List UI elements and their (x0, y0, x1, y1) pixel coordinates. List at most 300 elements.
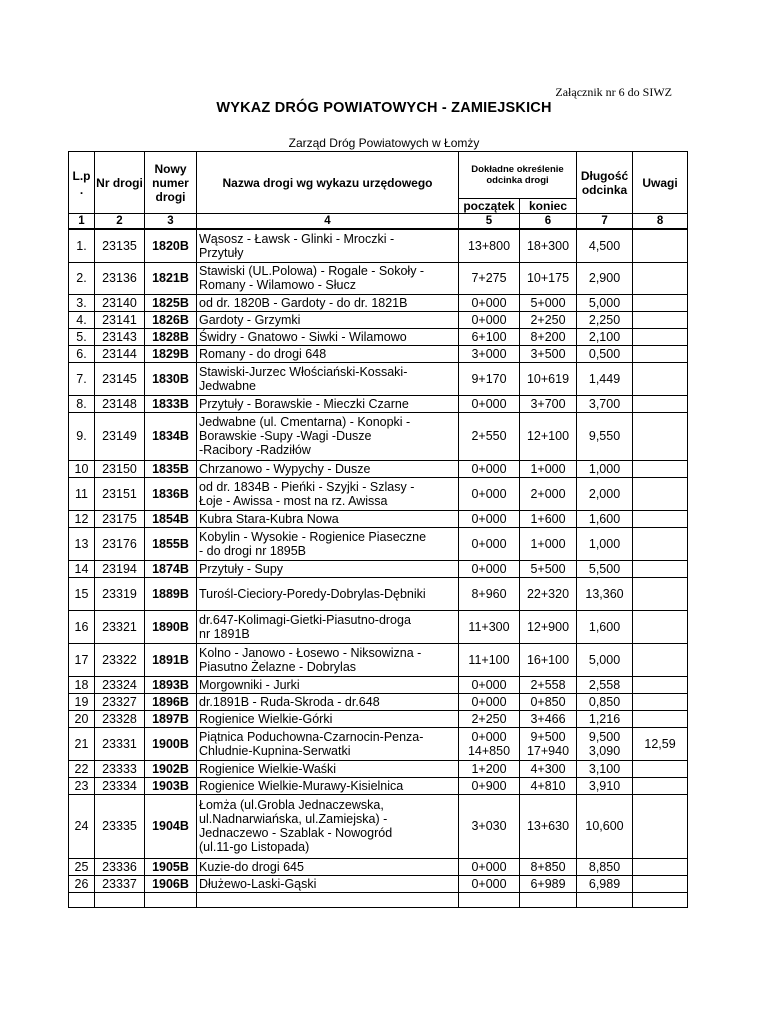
cell-lp: 26 (69, 875, 95, 892)
header-nowy-numer: Nowy numer drogi (145, 152, 197, 214)
cell-lp: 21 (69, 727, 95, 760)
cell-nowy-numer: 1833B (145, 395, 197, 412)
cell-poczatek-line: 11+100 (468, 652, 510, 667)
table-row (69, 412, 688, 460)
column-number: 7 (577, 214, 633, 230)
cell-koniec-line: 10+175 (526, 271, 570, 285)
table-row (69, 294, 688, 311)
cell-koniec (520, 460, 577, 477)
cell-dlugosc-line: 1,600 (588, 619, 621, 634)
cell-nr-drogi: 23319 (95, 577, 145, 610)
cell-dlugosc-line: 3,090 (588, 743, 621, 758)
cell-lp: 15 (69, 577, 95, 610)
cell-dlugosc (577, 477, 633, 510)
cell-uwagi: 12,59 (633, 727, 688, 760)
table-row (69, 676, 688, 693)
cell-nowy-numer: 1902B (145, 760, 197, 777)
table-row (69, 577, 688, 610)
table-row (69, 643, 688, 676)
cell-dlugosc (577, 560, 633, 577)
empty-cell (633, 892, 688, 907)
cell-nr-drogi: 23151 (95, 477, 145, 510)
cell-nazwa (197, 727, 459, 760)
cell-koniec-line: 18+300 (526, 238, 570, 253)
header-lp: L.p . (69, 152, 95, 214)
table-row (69, 311, 688, 328)
cell-dlugosc (577, 510, 633, 527)
table-row (69, 510, 688, 527)
cell-uwagi (633, 362, 688, 395)
cell-dlugosc (577, 858, 633, 875)
column-number: 4 (197, 214, 459, 230)
cell-dlugosc (577, 693, 633, 710)
cell-nr-drogi: 23337 (95, 875, 145, 892)
document-subtitle: Zarząd Dróg Powiatowych w Łomży (288, 136, 480, 150)
column-numbers-row (69, 214, 688, 230)
cell-nowy-numer: 1835B (145, 460, 197, 477)
cell-nowy-numer: 1828B (145, 328, 197, 345)
cell-lp: 4. (69, 311, 95, 328)
cell-koniec-line: 5+500 (530, 561, 566, 576)
cell-nr-drogi: 23150 (95, 460, 145, 477)
cell-nowy-numer: 1834B (145, 412, 197, 460)
cell-dlugosc (577, 395, 633, 412)
cell-poczatek-line: 0+000 (471, 295, 507, 310)
header-nr-drogi: Nr drogi (95, 152, 145, 214)
cell-nowy-numer: 1906B (145, 875, 197, 892)
cell-koniec-line: 3+466 (530, 711, 566, 726)
cell-nr-drogi: 23336 (95, 858, 145, 875)
cell-nazwa-line: Morgowniki - Jurki (199, 677, 300, 692)
cell-poczatek-line: 0+000 (471, 461, 507, 476)
cell-koniec (520, 643, 577, 676)
cell-nr-drogi: 23331 (95, 727, 145, 760)
cell-dlugosc-line: 1,449 (588, 371, 621, 386)
cell-uwagi (633, 858, 688, 875)
cell-dlugosc-line: 0,850 (588, 694, 621, 709)
cell-uwagi (633, 527, 688, 560)
cell-nazwa (197, 460, 459, 477)
table-row (69, 229, 688, 262)
cell-poczatek (459, 345, 520, 362)
cell-dlugosc (577, 345, 633, 362)
cell-nazwa-line: Przytuły (199, 245, 244, 260)
cell-nowy-numer: 1825B (145, 294, 197, 311)
cell-poczatek-line: 8+960 (471, 586, 507, 601)
cell-dlugosc (577, 229, 633, 262)
column-number: 3 (145, 214, 197, 230)
cell-dlugosc-line: 1,000 (588, 536, 621, 551)
cell-poczatek (459, 262, 520, 294)
cell-uwagi (633, 229, 688, 262)
cell-dlugosc (577, 760, 633, 777)
cell-poczatek-line: 1+200 (471, 761, 507, 776)
cell-nazwa (197, 395, 459, 412)
cell-nazwa-line: Łomża (ul.Grobla Jednaczewska, (199, 798, 384, 812)
cell-nazwa-line: Dłużewo-Laski-Gąski (199, 876, 317, 891)
cell-dlugosc (577, 412, 633, 460)
cell-dlugosc-line: 9,550 (588, 429, 621, 443)
cell-nr-drogi: 23136 (95, 262, 145, 294)
cell-uwagi (633, 262, 688, 294)
cell-nazwa-line: Turośl-Cieciory-Poredy-Dobrylas-Dębniki (199, 586, 426, 601)
cell-koniec (520, 676, 577, 693)
cell-poczatek (459, 676, 520, 693)
cell-poczatek-line: 0+000 (471, 876, 507, 891)
cell-uwagi (633, 477, 688, 510)
cell-nazwa-line: Piątnica Poduchowna-Czarnocin-Penza- (199, 729, 424, 744)
cell-nowy-numer: 1903B (145, 777, 197, 794)
cell-nowy-numer: 1889B (145, 577, 197, 610)
cell-uwagi (633, 875, 688, 892)
cell-dlugosc (577, 610, 633, 643)
cell-nazwa-line: Piasutno Żelazne - Dobrylas (199, 659, 357, 674)
cell-nazwa-line: Świdry - Gnatowo - Siwki - Wilamowo (199, 329, 407, 344)
cell-lp: 13 (69, 527, 95, 560)
cell-koniec-line: 8+200 (530, 329, 566, 344)
cell-poczatek (459, 311, 520, 328)
cell-uwagi (633, 676, 688, 693)
cell-poczatek-line: 3+030 (471, 819, 507, 833)
cell-poczatek-line: 0+000 (471, 561, 507, 576)
table-row (69, 395, 688, 412)
cell-koniec (520, 412, 577, 460)
document-title: WYKAZ DRÓG POWIATOWYCH - ZAMIEJSKICH (216, 100, 552, 116)
table-row (69, 527, 688, 560)
table-row (69, 858, 688, 875)
cell-nowy-numer: 1821B (145, 262, 197, 294)
cell-koniec-line: 13+630 (526, 819, 570, 833)
cell-nowy-numer: 1893B (145, 676, 197, 693)
cell-dlugosc-line: 3,700 (588, 396, 621, 411)
cell-koniec (520, 362, 577, 395)
cell-poczatek-line: 0+000 (471, 859, 507, 874)
cell-poczatek (459, 527, 520, 560)
cell-dlugosc-line: 2,558 (588, 677, 621, 692)
cell-dlugosc-line: 2,250 (588, 312, 621, 327)
cell-uwagi (633, 311, 688, 328)
cell-nr-drogi: 23143 (95, 328, 145, 345)
cell-nazwa (197, 229, 459, 262)
cell-poczatek-line: 3+000 (471, 346, 507, 361)
cell-lp: 19 (69, 693, 95, 710)
cell-nazwa (197, 858, 459, 875)
cell-poczatek-line: 2+550 (471, 429, 507, 443)
cell-nazwa (197, 311, 459, 328)
cell-nazwa-line: Romany - Wilamowo - Słucz (199, 278, 356, 292)
cell-nr-drogi: 23148 (95, 395, 145, 412)
cell-poczatek-line: 6+100 (471, 329, 507, 344)
cell-poczatek-line: 14+850 (467, 743, 511, 758)
cell-koniec (520, 395, 577, 412)
cell-nazwa-line: Rogienice Wielkie-Murawy-Kisielnica (199, 778, 404, 793)
cell-nazwa-line: nr 1891B (199, 626, 250, 641)
cell-nazwa (197, 510, 459, 527)
cell-dlugosc-line: 1,216 (588, 711, 621, 726)
cell-dlugosc (577, 676, 633, 693)
cell-nazwa (197, 294, 459, 311)
cell-uwagi (633, 760, 688, 777)
cell-koniec (520, 577, 577, 610)
cell-koniec (520, 477, 577, 510)
cell-nazwa-line: Przytuły - Supy (199, 561, 284, 576)
empty-cell (95, 892, 145, 907)
cell-nowy-numer: 1900B (145, 727, 197, 760)
cell-nowy-numer: 1826B (145, 311, 197, 328)
cell-poczatek-line: 0+000 (471, 694, 507, 709)
empty-cell (459, 892, 520, 907)
cell-koniec-line: 4+300 (530, 761, 566, 776)
cell-koniec-line: 1+000 (530, 461, 566, 476)
cell-dlugosc-line: 4,500 (588, 238, 621, 253)
table-row (69, 262, 688, 294)
cell-dlugosc (577, 643, 633, 676)
cell-dlugosc-line: 8,850 (588, 859, 621, 874)
cell-koniec (520, 328, 577, 345)
cell-uwagi (633, 643, 688, 676)
cell-nazwa-line: Łoje - Awissa - most na rz. Awissa (199, 493, 388, 508)
cell-dlugosc (577, 710, 633, 727)
cell-nazwa (197, 693, 459, 710)
cell-poczatek (459, 727, 520, 760)
table-row (69, 328, 688, 345)
cell-dlugosc (577, 328, 633, 345)
cell-nr-drogi: 23141 (95, 311, 145, 328)
cell-poczatek (459, 362, 520, 395)
cell-nowy-numer: 1890B (145, 610, 197, 643)
table-row (69, 875, 688, 892)
cell-poczatek (459, 229, 520, 262)
cell-lp: 5. (69, 328, 95, 345)
cell-lp: 17 (69, 643, 95, 676)
cell-nazwa-line: Borawskie -Supy -Wagi -Dusze (199, 429, 372, 443)
cell-koniec (520, 710, 577, 727)
cell-nr-drogi: 23175 (95, 510, 145, 527)
empty-cell (69, 892, 95, 907)
cell-poczatek (459, 294, 520, 311)
cell-nr-drogi: 23334 (95, 777, 145, 794)
empty-row (69, 892, 688, 907)
cell-nazwa-line: Wąsosz - Ławsk - Glinki - Mroczki - (199, 231, 395, 246)
cell-dlugosc (577, 362, 633, 395)
cell-nowy-numer: 1874B (145, 560, 197, 577)
cell-koniec-line: 3+700 (530, 396, 566, 411)
cell-nazwa-line: Jednaczewo - Szablak - Nowogród (199, 826, 393, 840)
cell-lp: 18 (69, 676, 95, 693)
cell-koniec (520, 610, 577, 643)
cell-nazwa-line: Przytuły - Borawskie - Mieczki Czarne (199, 396, 409, 411)
cell-koniec (520, 693, 577, 710)
cell-koniec (520, 727, 577, 760)
cell-koniec (520, 858, 577, 875)
cell-dlugosc-line: 13,360 (585, 586, 624, 601)
cell-nazwa (197, 875, 459, 892)
cell-lp: 6. (69, 345, 95, 362)
cell-nazwa-line: Romany - do drogi 648 (199, 346, 327, 361)
cell-nazwa-line: Stawiski-Jurzec Włościański-Kossaki- (199, 364, 408, 379)
cell-koniec (520, 875, 577, 892)
cell-dlugosc-line: 3,910 (588, 778, 621, 793)
cell-dlugosc-line: 6,989 (588, 876, 621, 891)
roads-table (68, 151, 688, 908)
cell-koniec (520, 345, 577, 362)
table-row (69, 345, 688, 362)
cell-poczatek-line: 0+000 (471, 312, 507, 327)
cell-lp: 25 (69, 858, 95, 875)
cell-poczatek (459, 643, 520, 676)
cell-nowy-numer: 1836B (145, 477, 197, 510)
cell-poczatek-line: 7+275 (471, 271, 507, 285)
cell-nazwa (197, 262, 459, 294)
cell-nazwa-line: Kobylin - Wysokie - Rogienice Piaseczne (199, 529, 427, 544)
cell-poczatek (459, 412, 520, 460)
cell-nazwa-line: Jedwabne (199, 378, 256, 393)
column-number: 1 (69, 214, 95, 230)
cell-nazwa-line: Kuzie-do drogi 645 (199, 859, 304, 874)
table-row (69, 794, 688, 858)
column-number: 2 (95, 214, 145, 230)
cell-poczatek (459, 693, 520, 710)
cell-lp: 23 (69, 777, 95, 794)
cell-koniec (520, 760, 577, 777)
cell-nr-drogi: 23327 (95, 693, 145, 710)
cell-koniec (520, 262, 577, 294)
cell-dlugosc-line: 2,100 (588, 329, 621, 344)
cell-dlugosc (577, 294, 633, 311)
cell-poczatek-line: 0+000 (471, 486, 507, 501)
header-dlugosc: Długość odcinka (577, 152, 633, 214)
cell-dlugosc (577, 460, 633, 477)
cell-uwagi (633, 777, 688, 794)
cell-lp: 24 (69, 794, 95, 858)
cell-nazwa (197, 610, 459, 643)
cell-nazwa-line: Kolno - Janowo - Łosewo - Niksowizna - (199, 645, 422, 660)
cell-nr-drogi: 23149 (95, 412, 145, 460)
cell-nazwa (197, 328, 459, 345)
cell-koniec-line: 6+989 (530, 876, 566, 891)
cell-dlugosc (577, 262, 633, 294)
cell-nazwa (197, 577, 459, 610)
cell-nazwa (197, 560, 459, 577)
cell-koniec-line: 22+320 (526, 586, 570, 601)
cell-dlugosc-line: 5,500 (588, 561, 621, 576)
table-row (69, 710, 688, 727)
cell-dlugosc-line: 10,600 (585, 819, 624, 833)
cell-poczatek (459, 560, 520, 577)
cell-poczatek (459, 460, 520, 477)
cell-nowy-numer: 1904B (145, 794, 197, 858)
cell-nr-drogi: 23176 (95, 527, 145, 560)
cell-nazwa-line: Jedwabne (ul. Cmentarna) - Konopki - (199, 415, 411, 429)
cell-poczatek (459, 328, 520, 345)
cell-koniec-line: 10+619 (526, 371, 570, 386)
cell-nazwa-line: Rogienice Wielkie-Górki (199, 711, 333, 726)
cell-uwagi (633, 510, 688, 527)
cell-uwagi (633, 560, 688, 577)
cell-nowy-numer: 1855B (145, 527, 197, 560)
cell-nr-drogi: 23333 (95, 760, 145, 777)
cell-dlugosc (577, 577, 633, 610)
cell-dlugosc-line: 1,000 (588, 461, 621, 476)
cell-poczatek-line: 0+000 (471, 729, 507, 744)
cell-dlugosc (577, 727, 633, 760)
cell-poczatek (459, 510, 520, 527)
cell-uwagi (633, 395, 688, 412)
table-row (69, 727, 688, 760)
cell-nazwa (197, 362, 459, 395)
cell-poczatek (459, 777, 520, 794)
cell-lp: 12 (69, 510, 95, 527)
cell-dlugosc-line: 0,500 (588, 346, 621, 361)
cell-poczatek (459, 875, 520, 892)
cell-dlugosc (577, 311, 633, 328)
cell-uwagi (633, 412, 688, 460)
cell-uwagi (633, 328, 688, 345)
cell-uwagi (633, 693, 688, 710)
table-row (69, 693, 688, 710)
cell-dlugosc-line: 5,000 (588, 652, 621, 667)
cell-koniec (520, 794, 577, 858)
cell-nr-drogi: 23194 (95, 560, 145, 577)
cell-koniec (520, 560, 577, 577)
cell-koniec (520, 527, 577, 560)
cell-poczatek-line: 0+000 (471, 396, 507, 411)
cell-nazwa-line: ul.Nadnarwiańska, ul.Zamiejska) - (199, 812, 388, 826)
cell-dlugosc-line: 2,900 (588, 271, 621, 285)
cell-nowy-numer: 1829B (145, 345, 197, 362)
cell-koniec (520, 311, 577, 328)
cell-nazwa-line: dr.1891B - Ruda-Skroda - dr.648 (199, 694, 380, 709)
empty-cell (520, 892, 577, 907)
cell-poczatek (459, 610, 520, 643)
cell-poczatek (459, 794, 520, 858)
cell-poczatek-line: 0+000 (471, 677, 507, 692)
cell-nr-drogi: 23324 (95, 676, 145, 693)
cell-dlugosc-line: 5,000 (588, 295, 621, 310)
cell-koniec-line: 12+900 (526, 619, 570, 634)
header-dokladne-okreslenie: Dokładne określenie odcinka drogi (459, 152, 577, 199)
cell-dlugosc (577, 777, 633, 794)
cell-nazwa (197, 777, 459, 794)
cell-nowy-numer: 1854B (145, 510, 197, 527)
cell-nowy-numer: 1897B (145, 710, 197, 727)
column-number: 8 (633, 214, 688, 230)
cell-uwagi (633, 710, 688, 727)
cell-nr-drogi: 23140 (95, 294, 145, 311)
cell-uwagi (633, 610, 688, 643)
cell-uwagi (633, 577, 688, 610)
cell-nazwa-line: Kubra Stara-Kubra Nowa (199, 511, 339, 526)
cell-nazwa (197, 412, 459, 460)
cell-nazwa-line: dr.647-Kolimagi-Gietki-Piasutno-droga (199, 612, 411, 627)
cell-nr-drogi: 23321 (95, 610, 145, 643)
cell-nazwa (197, 477, 459, 510)
cell-poczatek-line: 0+900 (471, 778, 507, 793)
header-nazwa: Nazwa drogi wg wykazu urzędowego (197, 152, 459, 214)
cell-nazwa (197, 345, 459, 362)
empty-cell (197, 892, 459, 907)
table-row (69, 760, 688, 777)
cell-lp: 7. (69, 362, 95, 395)
cell-uwagi (633, 345, 688, 362)
cell-nazwa (197, 710, 459, 727)
cell-nowy-numer: 1896B (145, 693, 197, 710)
cell-lp: 1. (69, 229, 95, 262)
cell-poczatek-line: 0+000 (471, 536, 507, 551)
cell-koniec (520, 229, 577, 262)
cell-poczatek (459, 858, 520, 875)
cell-koniec (520, 510, 577, 527)
